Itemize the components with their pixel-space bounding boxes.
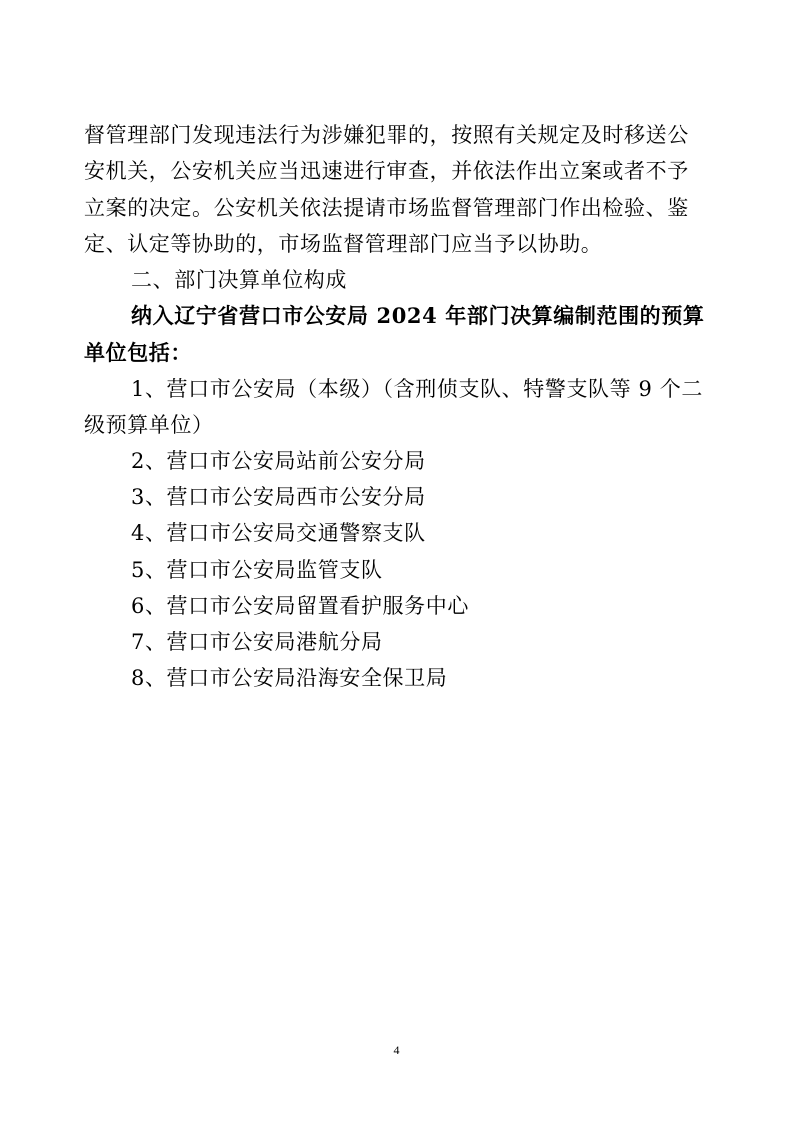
- unit-list-item-continued: 级预算单位）: [84, 413, 214, 437]
- unit-list-item: 7、营口市公安局港航分局: [131, 630, 383, 654]
- section-heading: 二、部门决算单位构成: [131, 268, 347, 292]
- body-text-line: 安机关，公安机关应当迅速进行审查，并依法作出立案或者不予: [84, 159, 689, 183]
- body-text-line: 督管理部门发现违法行为涉嫌犯罪的，按照有关规定及时移送公: [84, 123, 689, 147]
- unit-list-item: 6、营口市公安局留置看护服务中心: [131, 594, 469, 618]
- unit-list-item: 1、营口市公安局（本级）（含刑侦支队、特警支队等 9 个二: [131, 377, 703, 401]
- body-text-line: 定、认定等协助的，市场监督管理部门应当予以协助。: [84, 232, 603, 256]
- unit-list-item: 4、营口市公安局交通警察支队: [131, 521, 426, 545]
- unit-list-item: 2、营口市公安局站前公安分局: [131, 449, 426, 473]
- body-text-line: 立案的决定。公安机关依法提请市场监督管理部门作出检验、鉴: [84, 196, 689, 220]
- unit-list-item: 8、营口市公安局沿海安全保卫局: [131, 666, 448, 690]
- intro-text-line: 纳入辽宁省营口市公安局 2024 年部门决算编制范围的预算: [131, 303, 705, 328]
- page-number: 4: [393, 1043, 400, 1057]
- unit-list-item: 3、营口市公安局西市公安分局: [131, 485, 426, 509]
- unit-list-item: 5、营口市公安局监管支队: [131, 558, 383, 582]
- intro-text-line: 单位包括：: [84, 340, 192, 365]
